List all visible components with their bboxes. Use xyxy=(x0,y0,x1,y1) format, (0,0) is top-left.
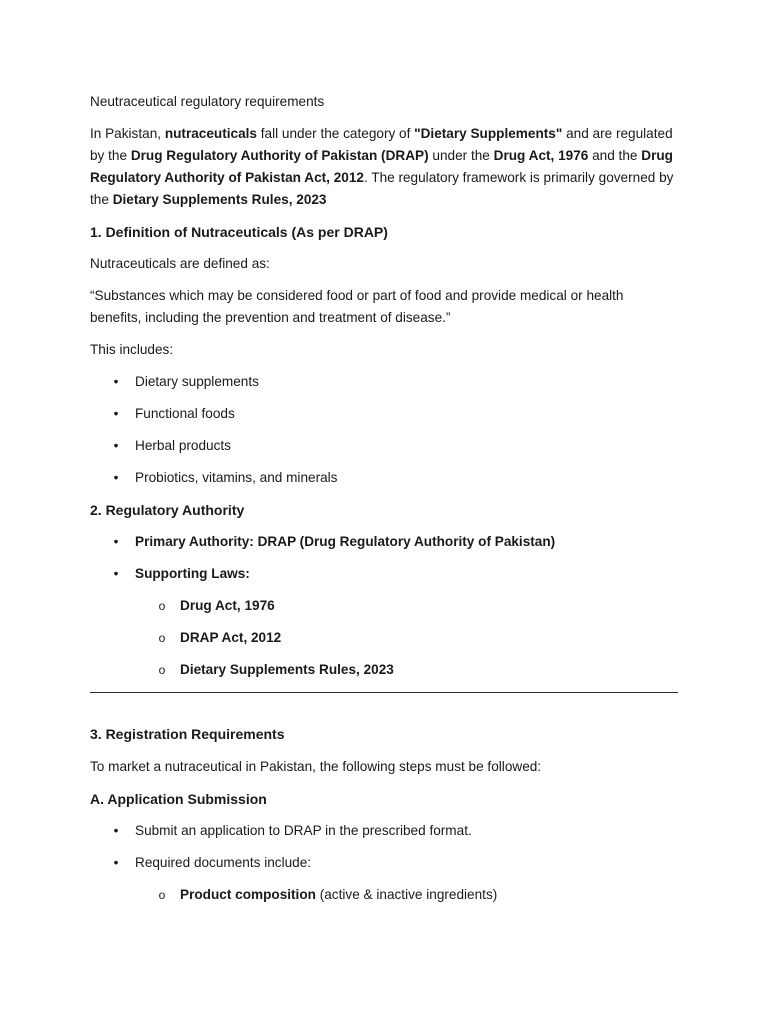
sub-bullet-icon: o xyxy=(158,663,166,677)
subsection-a-heading: A. Application Submission xyxy=(90,791,267,807)
bullet-icon: • xyxy=(113,534,119,549)
intro-line-2 xyxy=(90,146,673,166)
definition-quote-line-1: “Substances which may be considered food or part of food and provide medical or health xyxy=(90,288,624,303)
bold-run: Drug xyxy=(641,148,673,163)
sub-bullet-icon: o xyxy=(158,631,166,645)
definition-quote-line-2: benefits, including the prevention and treatment of disease.” xyxy=(90,310,451,325)
list-item: Herbal products xyxy=(135,438,231,453)
bold-run: "Dietary Supplements" xyxy=(414,126,563,141)
supporting-laws-item: Supporting Laws: xyxy=(135,566,250,581)
list-item: Submit an application to DRAP in the prescribed format. xyxy=(135,823,472,838)
intro-line-3 xyxy=(90,168,673,188)
section-1-heading: 1. Definition of Nutraceuticals (As per DRAP) xyxy=(90,224,388,240)
bullet-icon: • xyxy=(113,406,119,421)
list-item: Functional foods xyxy=(135,406,235,421)
bold-run: Regulatory Authority of Pakistan Act, 2012 xyxy=(90,170,364,185)
bullet-icon: • xyxy=(113,566,119,581)
primary-authority-item: Primary Authority: DRAP (Drug Regulatory Authority of Pakistan) xyxy=(135,534,556,549)
text-run: and are regulated xyxy=(562,126,673,141)
list-item: Probiotics, vitamins, and minerals xyxy=(135,470,338,485)
sub-bullet-icon: o xyxy=(158,888,166,902)
text-run: the xyxy=(90,192,113,207)
bullet-icon: • xyxy=(113,438,119,453)
section-3-heading: 3. Registration Requirements xyxy=(90,726,285,742)
horizontal-divider xyxy=(90,692,678,693)
bold-run: Drug Act, 1976 xyxy=(493,148,589,163)
includes-label: This includes: xyxy=(90,342,174,357)
law-item: Dietary Supplements Rules, 2023 xyxy=(180,662,394,677)
law-item: Drug Act, 1976 xyxy=(180,598,275,613)
document-title: Neutraceutical regulatory requirements xyxy=(90,94,325,109)
intro-line-4 xyxy=(90,190,327,210)
bullet-icon: • xyxy=(113,374,119,389)
list-item: Required documents include: xyxy=(135,855,312,870)
text-run: by the xyxy=(90,148,131,163)
text-run: fall under the category of xyxy=(256,126,415,141)
section-2-heading: 2. Regulatory Authority xyxy=(90,502,245,518)
sub-list-item xyxy=(180,885,497,905)
list-item: Dietary supplements xyxy=(135,374,259,389)
intro-line-1 xyxy=(90,124,673,144)
bullet-icon: • xyxy=(113,470,119,485)
bold-run: Drug Regulatory Authority of Pakistan (DRAP) xyxy=(130,148,429,163)
text-run: In Pakistan, xyxy=(90,126,165,141)
bold-run: nutraceuticals xyxy=(164,126,257,141)
sub-bullet-icon: o xyxy=(158,599,166,613)
text-run: under the xyxy=(428,148,494,163)
text-run: . The regulatory framework is primarily governed by xyxy=(363,170,674,185)
bold-run: Product composition xyxy=(180,887,316,902)
law-item: DRAP Act, 2012 xyxy=(180,630,282,645)
bullet-icon: • xyxy=(113,823,119,838)
text-run: and the xyxy=(588,148,642,163)
bold-run: Dietary Supplements Rules, 2023 xyxy=(112,192,327,207)
definition-intro: Nutraceuticals are defined as: xyxy=(90,256,270,271)
text-run: (active & inactive ingredients) xyxy=(315,887,498,902)
registration-intro: To market a nutraceutical in Pakistan, the following steps must be followed: xyxy=(90,759,542,774)
bullet-icon: • xyxy=(113,855,119,870)
